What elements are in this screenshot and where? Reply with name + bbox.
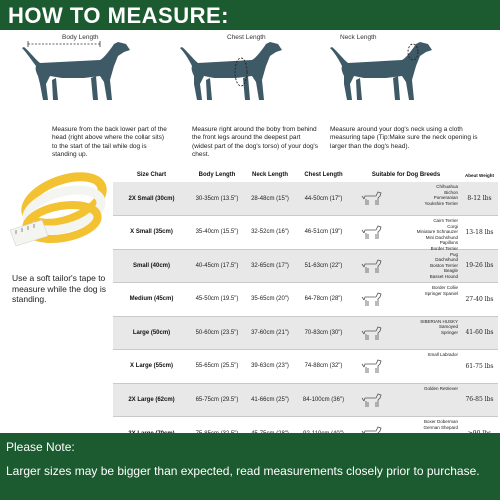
- dog-neck-length-icon: [330, 30, 500, 110]
- weight-cell: 13-18 lbs: [461, 216, 498, 250]
- breed-list: [424, 386, 458, 392]
- breeds-cell: [351, 316, 461, 350]
- breed-list: [423, 419, 458, 430]
- table-row: [113, 249, 498, 283]
- weight-cell: 8-12 lbs: [461, 182, 498, 216]
- header-chest-length: Chest Length: [304, 172, 343, 178]
- breed-list: [430, 252, 458, 280]
- header-neck-length: Neck Length: [251, 172, 288, 178]
- dog-chest-length-icon: [170, 30, 330, 110]
- table-row: [113, 383, 498, 417]
- breed-list: [425, 285, 458, 296]
- header-weight: Abeut Weight: [465, 172, 494, 178]
- table-row: [113, 316, 498, 350]
- breeds-cell: [351, 216, 461, 250]
- neck-length-label: Neck Length: [340, 34, 377, 41]
- weight-cell: 19-26 lbs: [461, 249, 498, 283]
- breed-list: [424, 184, 458, 206]
- neck-length-description: Measure around your dog's neck using a cloth measuring tape (Tip:Make sure the neck opening is larger than the dog's head).: [330, 126, 478, 150]
- note-text: Larger sizes may be bigger than expected, read measurements closely prior to purchase.: [6, 464, 480, 478]
- dog-outline-icon: [361, 224, 383, 242]
- dog-body-length-icon: [0, 30, 170, 110]
- body-length-description: Measure from the back lower part of the head (right above where the collar sits) to the start of the tail while dog is standing up.: [52, 126, 167, 158]
- table-row: [113, 283, 498, 317]
- breed-name: Pomeranian: [433, 195, 458, 201]
- page-title: HOW TO MEASURE:: [8, 3, 229, 28]
- chest-length-description: Measure right around the boby from behind the front legs around the deepest part (widest part of the dog's torso) of your dog's chest.: [192, 126, 319, 158]
- body-length-cell: 45-50cm (19.5"): [190, 283, 244, 317]
- header-breeds: Suitable for Dog Breeds: [371, 172, 441, 178]
- diagram-chest-length: [170, 30, 330, 160]
- breed-name: Springer: [440, 329, 458, 335]
- breed-name: Beagle: [443, 268, 458, 274]
- weight-cell: 76-85 lbs: [461, 383, 498, 417]
- breed-name: SIBERIAN HUSKY: [420, 318, 458, 324]
- table-header-row: [113, 168, 498, 182]
- tape-caption: Use a soft tailor's tape to measure while the dog is standing.: [12, 273, 107, 304]
- header-size-chart: Size Chart: [136, 172, 167, 178]
- breed-name: Mini Dachshund: [425, 234, 458, 240]
- dog-outline-icon: [361, 358, 383, 376]
- breed-name: German Shepard: [423, 424, 458, 430]
- breed-name: Corgi: [447, 223, 458, 229]
- breed-list: [427, 352, 458, 358]
- weight-cell: 41-60 lbs: [461, 316, 498, 350]
- size-chart-table: [113, 168, 498, 450]
- breed-name: Youkshire Terrier: [424, 200, 458, 206]
- dog-outline-icon: [361, 325, 383, 343]
- breed-name: Dachshund: [435, 257, 458, 263]
- neck-length-cell: 35-65cm (20"): [244, 283, 296, 317]
- breeds-cell: [351, 283, 461, 317]
- breed-name: Bichon: [444, 189, 458, 195]
- weight-cell: 27-40 lbs: [461, 283, 498, 317]
- breed-list: [420, 319, 458, 336]
- body-length-cell: 40-45cm (17.5"): [190, 249, 244, 283]
- body-length-cell: 30-35cm (13.5"): [190, 182, 244, 216]
- breed-name: Small Labrador: [427, 352, 458, 357]
- breed-list: [417, 218, 458, 252]
- measuring-tape-icon: [2, 160, 112, 270]
- breeds-cell: [351, 350, 461, 384]
- dog-outline-icon: [361, 392, 383, 410]
- dog-outline-icon: [361, 291, 383, 309]
- body-length-cell: 50-60cm (23.5"): [190, 316, 244, 350]
- size-cell: Small (40cm): [113, 249, 190, 283]
- diagram-body-length: [0, 30, 170, 160]
- breed-name: Springer Spaniel: [424, 290, 458, 296]
- size-cell: 2X Small (30cm): [113, 182, 190, 216]
- breeds-cell: [351, 182, 461, 216]
- body-length-label: Body Length: [62, 34, 99, 41]
- breed-name: Border Collie: [431, 285, 458, 290]
- note-title: Please Note:: [6, 440, 75, 454]
- neck-length-cell: 37-60cm (21"): [244, 316, 296, 350]
- diagram-neck-length: [330, 30, 500, 160]
- chest-length-cell: 51-63cm (22"): [296, 249, 351, 283]
- dog-outline-icon: [361, 190, 383, 208]
- header-bar: [0, 0, 500, 30]
- breed-name: Golden Retriever: [423, 385, 458, 391]
- note-bar: [0, 433, 500, 500]
- size-cell: X Small (35cm): [113, 216, 190, 250]
- dog-outline-icon: [361, 258, 383, 276]
- table-row: [113, 182, 498, 216]
- breed-name: Boston Terrier: [430, 262, 458, 268]
- size-cell: Medium (45cm): [113, 283, 190, 317]
- breed-name: Papillons: [439, 240, 458, 246]
- chest-length-cell: 46-51cm (19"): [296, 216, 351, 250]
- neck-length-cell: 28-48cm (15"): [244, 182, 296, 216]
- neck-length-cell: 32-52cm (16"): [244, 216, 296, 250]
- chest-length-cell: 70-83cm (30"): [296, 316, 351, 350]
- chest-length-cell: 64-78cm (28"): [296, 283, 351, 317]
- body-length-cell: 65-75cm (29.5"): [190, 383, 244, 417]
- chest-length-cell: 74-88cm (32"): [296, 350, 351, 384]
- breed-name: Basset Hound: [429, 273, 458, 279]
- breeds-cell: [351, 249, 461, 283]
- breed-name: Pug: [449, 251, 458, 257]
- size-cell: Large (50cm): [113, 316, 190, 350]
- breed-name: Boxer Doberman: [423, 419, 458, 424]
- size-cell: X Large (55cm): [113, 350, 190, 384]
- neck-length-cell: 41-66cm (25"): [244, 383, 296, 417]
- body-length-cell: 35-40cm (15.5"): [190, 216, 244, 250]
- table-row: [113, 216, 498, 250]
- weight-cell: 61-75 lbs: [461, 350, 498, 384]
- header-body-length: Body Length: [198, 172, 236, 178]
- chest-length-cell: 84-100cm (36"): [296, 383, 351, 417]
- breed-name: Samoyed: [438, 324, 458, 330]
- body-length-cell: 55-65cm (25.5"): [190, 350, 244, 384]
- chest-length-cell: 44-50cm (17"): [296, 182, 351, 216]
- size-cell: 2X Large (62cm): [113, 383, 190, 417]
- table-row: [113, 350, 498, 384]
- neck-length-cell: 32-65cm (17"): [244, 249, 296, 283]
- breed-name: Miniature Schnauzer: [416, 229, 458, 235]
- neck-length-cell: 39-63cm (23"): [244, 350, 296, 384]
- breed-name: Chihuahua: [436, 184, 458, 189]
- chest-length-label: Chest Length: [227, 34, 266, 41]
- breed-name: Cairn Terrier: [433, 218, 458, 223]
- breeds-cell: [351, 383, 461, 417]
